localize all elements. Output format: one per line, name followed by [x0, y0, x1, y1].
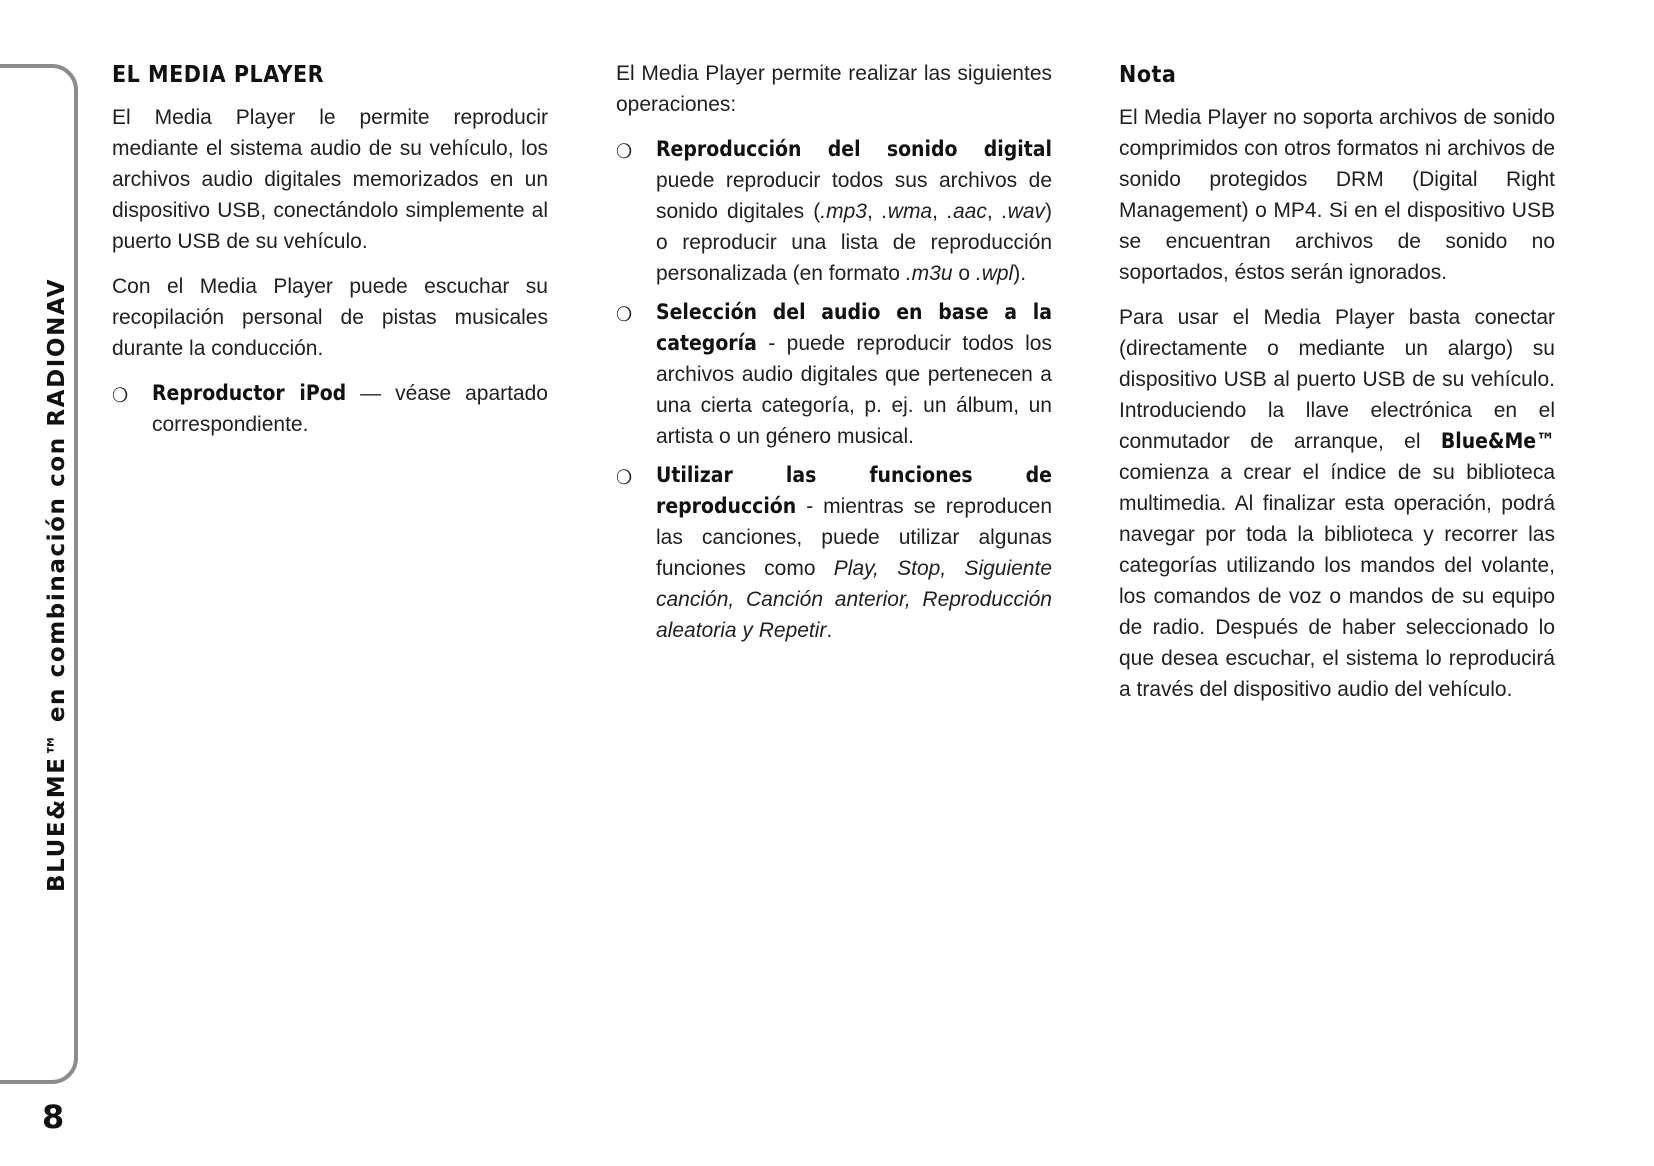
bullet-category-title: Selección del audio en base a la categoría: [656, 300, 1052, 355]
bullet-digital-sound-title: Reproducción del sonido digital: [656, 137, 1052, 161]
bullet-circle-icon: ❍: [616, 465, 633, 489]
column-middle: [616, 58, 1052, 654]
format-m3u: .m3u: [905, 262, 953, 285]
bullet-text: puede reproducir todos sus archivos de sonido digitales (: [656, 169, 1052, 223]
bullet-category: [616, 297, 1052, 452]
bullet-playback-text: - mientras se reproducen las canciones, puede utilizar algunas funciones como: [656, 495, 1052, 580]
format-wav: .wav: [1001, 200, 1046, 223]
bullet-circle-icon: ❍: [616, 139, 633, 163]
brand-name: Blue&Me™: [1440, 429, 1555, 453]
separator: ,: [932, 200, 948, 223]
format-mp3: .mp3: [820, 200, 867, 223]
bullet-playback-functions-list: Play, Stop, Siguiente canción, Canción anterior, Reproducción aleatoria y Repetir: [656, 557, 1053, 642]
format-wpl: .wpl: [975, 262, 1014, 285]
bullet-playback-functions: [616, 460, 1052, 646]
format-aac: .aac: [947, 200, 987, 223]
bullet-circle-icon: ❍: [112, 383, 129, 407]
bullet-digital-sound: [616, 134, 1052, 289]
page-number: 8: [42, 1098, 65, 1136]
column-left: [112, 58, 548, 448]
usage-text: Para usar el Media Player basta conectar (directamente o mediante un alargo) su dispositivo USB al puerto USB de su vehículo. Introduciendo la llave electrónica en el conmutador de arranque, el: [1119, 306, 1555, 453]
separator: ,: [866, 200, 882, 223]
side-section-title: BLUE&ME™ en combinación con RADIONAV: [44, 277, 70, 892]
paragraph-listen: Con el Media Player puede escuchar su recopilación personal de pistas musicales durante la conducción.: [112, 275, 548, 360]
bullet-text: ) o reproducir una lista de reproducción personalizada (en formato: [656, 200, 1053, 285]
bullet-text: .: [826, 619, 833, 642]
bullet-text: o: [952, 262, 976, 285]
separator: ,: [986, 200, 1002, 223]
bullet-category-text: - puede reproducir todos los archivos audio digitales que pertenecen a una cierta categoría, p. ej. un álbum, un artista o un género musical.: [656, 332, 1052, 448]
column-right: [1119, 58, 1555, 719]
section-heading: EL MEDIA PLAYER: [112, 62, 325, 88]
note-heading: Nota: [1119, 62, 1177, 88]
operations-intro: El Media Player permite realizar las siguientes operaciones:: [616, 62, 1052, 116]
bullet-text: ).: [1013, 262, 1027, 285]
bullet-ipod-text: — véase apartado correspondiente.: [152, 382, 548, 436]
format-wma: .wma: [881, 200, 933, 223]
usage-paragraph: [1119, 302, 1555, 705]
note-paragraph: El Media Player no soporta archivos de sonido comprimidos con otros formatos ni archivos de sonido protegidos DRM (Digital Right Management) o MP4. Si en el dispositivo USB se encuentran archivos de sonido no soportados, éstos serán ignorados.: [1119, 106, 1555, 284]
bullet-circle-icon: ❍: [616, 302, 633, 326]
bullet-ipod: [112, 378, 548, 440]
usage-text: comienza a crear el índice de su biblioteca multimedia. Al finalizar esta operación, podrá navegar por toda la biblioteca y recorrer las categorías utilizando los mandos del volante, los comandos de voz o mandos de su equipo de radio. Después de haber seleccionado lo que desea escuchar, el sistema lo reproducirá a través del dispositivo audio del vehículo.: [1119, 461, 1555, 701]
bullet-playback-title: Utilizar las funciones de reproducción: [656, 463, 1052, 518]
bullet-ipod-title: Reproductor iPod: [152, 381, 347, 405]
paragraph-intro: El Media Player le permite reproducir mediante el sistema audio de su vehículo, los archivos audio digitales memorizados en un dispositivo USB, conectándolo simplemente al puerto USB de su vehículo.: [112, 106, 548, 253]
